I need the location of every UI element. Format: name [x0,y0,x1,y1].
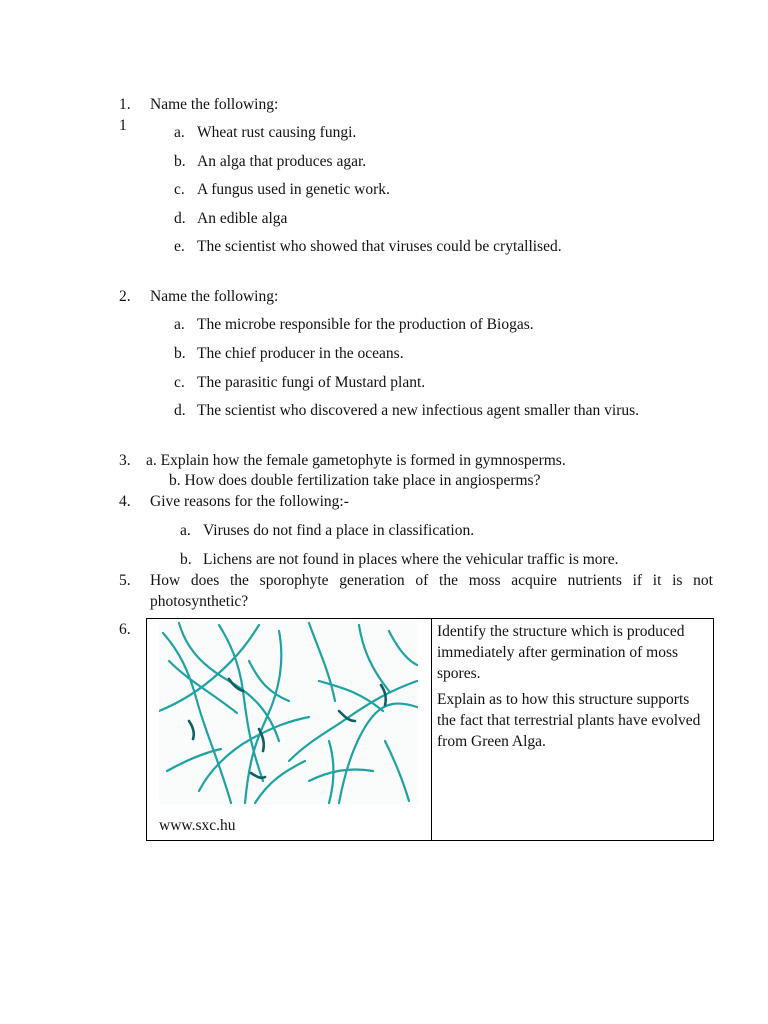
q1-item-c-text: A fungus used in genetic work. [197,181,390,198]
q4-title: Give reasons for the following:- [150,493,349,510]
q4-item-b-text: Lichens are not found in places where the vehicular traffic is more. [203,551,619,568]
q5-number: 5. [119,572,131,589]
q3-part-b: b. How does double fertilization take place in angiosperms? [169,472,541,489]
q6-number: 6. [119,621,131,638]
q1-item-b-text: An alga that produces agar. [197,153,367,170]
q2-item-c-letter: c. [174,374,185,391]
q4-item-b-letter: b. [180,551,192,568]
q5-line1: How does the sporophyte generation of the moss acquire nutrients if it is not [150,572,713,589]
q1-number: 1. [119,96,131,113]
q6-table [146,618,714,841]
q6-prompt-explain: Explain as to how this structure supports the fact that terrestrial plants have evolved from Green Alga. [437,691,701,750]
q2-item-a-letter: a. [174,316,185,333]
q2-item-a-text: The microbe responsible for the production of Biogas. [197,316,534,333]
q1-title: Name the following: [150,96,279,113]
q1-item-e-letter: e. [174,238,185,255]
q3-number: 3. [119,452,131,469]
q4-item-a-text: Viruses do not find a place in classification. [203,522,475,539]
table-divider [431,619,432,840]
q1-item-a-text: Wheat rust causing fungi. [197,124,357,141]
q2-item-b-letter: b. [174,345,186,362]
q1-item-b-letter: b. [174,153,186,170]
q2-item-c-text: The parasitic fungi of Mustard plant. [197,374,426,391]
q1-item-d-text: An edible alga [197,210,288,227]
q4-item-a-letter: a. [180,522,191,539]
q4-number: 4. [119,493,131,510]
q2-item-b-text: The chief producer in the oceans. [197,345,404,362]
q1-item-e-text: The scientist who showed that viruses could be crytallised. [197,238,562,255]
q2-title: Name the following: [150,288,279,305]
q3-part-a: a. Explain how the female gametophyte is formed in gymnosperms. [146,452,566,469]
q5-line2: photosynthetic? [150,593,249,610]
q2-item-d-letter: d. [174,402,186,419]
q6-prompt-identify: Identify the structure which is produced immediately after germination of moss spores. [437,623,685,682]
q2-item-d-text: The scientist who discovered a new infectious agent smaller than virus. [197,402,640,419]
moss-protonema-image [159,621,418,805]
q2-number: 2. [119,288,131,305]
q1-stray-number: 1 [119,117,127,134]
image-credit: www.sxc.hu [159,817,236,834]
q1-item-d-letter: d. [174,210,186,227]
q1-item-c-letter: c. [174,181,185,198]
q1-item-a-letter: a. [174,124,185,141]
